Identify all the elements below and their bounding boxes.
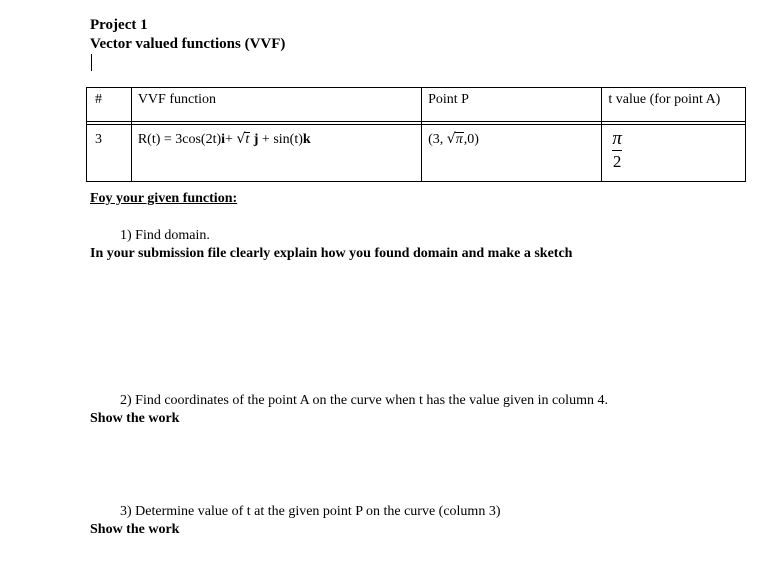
sqrt-pi [447,131,464,148]
header-point-p: Point P [422,88,602,122]
unit-vector-j: j [250,132,259,147]
point-close: ,0) [463,132,479,147]
unit-vector-k: k [302,132,311,147]
sqrt-t-radicand: t [245,132,250,147]
header-t-value: t value (for point A) [602,88,746,122]
sqrt-pi-radicand: π [455,132,463,147]
question-2: 2) Find coordinates of the point A on the curve when t has the value given in column 4. [120,393,608,408]
row-vvf-function [131,125,421,182]
table-row [87,125,746,182]
t-value-numerator: π [612,128,622,149]
question-3: 3) Determine value of t at the given point P on the curve (column 3) [120,504,501,519]
vvf-table [86,87,746,182]
point-open: (3, [428,132,447,147]
question-1: 1) Find domain. [120,228,210,243]
header-number: # [87,88,132,122]
instruction-1: In your submission file clearly explain how you found domain and make a sketch [90,246,573,261]
document-title: Project 1 [90,17,148,33]
t-value-fraction [612,129,622,172]
show-work-3: Show the work [90,522,180,537]
sqrt-t [236,131,250,148]
show-work-2: Show the work [90,411,180,426]
document-subtitle: Vector valued functions (VVF) [90,36,286,52]
text-cursor [91,54,92,71]
plus-sign: + [225,132,237,147]
unit-vector-i: i [221,132,226,147]
row-point-p [422,125,602,182]
t-value-denominator: 2 [612,152,622,171]
row-number: 3 [87,125,132,182]
radical-sign-icon: √ [446,131,456,147]
sin-term: + sin(t) [258,132,303,147]
table-header-row [87,88,746,122]
function-prefix: R(t) = 3cos(2t) [137,132,222,147]
radical-sign-icon: √ [236,131,246,147]
section-heading: Foy your given function: [90,191,238,206]
header-vvf-function: VVF function [131,88,421,122]
row-t-value [602,125,746,182]
